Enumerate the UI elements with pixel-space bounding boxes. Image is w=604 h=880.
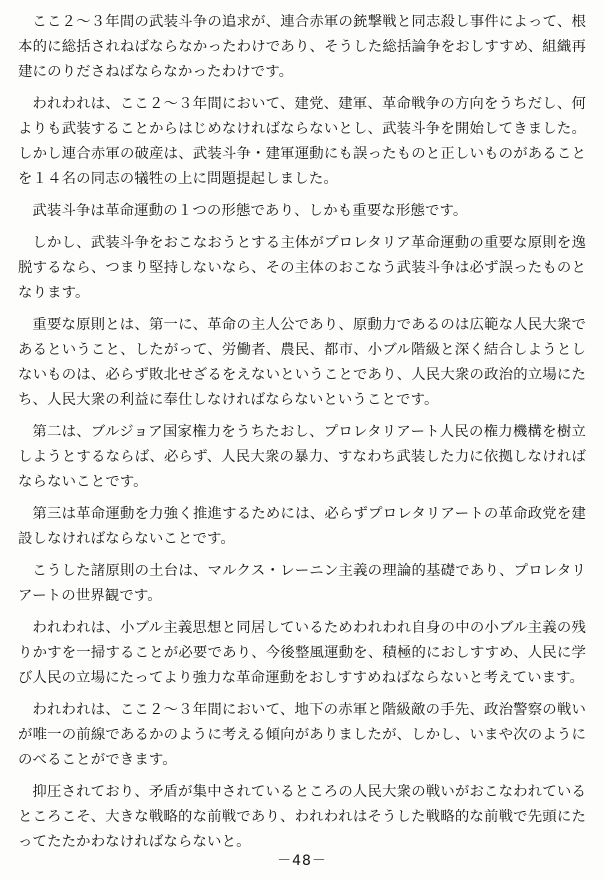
- paragraph-8: こうした諸原則の土台は、マルクス・レーニン主義の理論的基礎であり、プロレタリアートの世界観です。: [18, 563, 586, 604]
- paragraph-10: われわれは、ここ２～３年間において、地下の赤軍と階級敵の手先、政治警察の戦いが唯一の前線であるかのように考える傾向がありましたが、しかし、いまや次のようにのべることができます。: [18, 702, 586, 768]
- paragraph-3: 武装斗争は革命運動の１つの形態であり、しかも重要な形態です。: [32, 203, 468, 219]
- paragraph-6: 第二は、ブルジョア国家権力をうちたおし、プロレタリアート人民の権力機構を樹立しようとするならば、必らず、人民大衆の暴力、すなわち武装した力に依拠しなければならないことです。: [18, 424, 586, 490]
- paragraph-9: われわれは、小ブル主義思想と同居しているためわれわれ自身の中の小ブル主義の残りかすを一掃することが必要であり、今後整風運動を、積極的におしすすめ、人民に学び人民の立場にたってより強力な革命運動をおしすすめねばならないと考えています。: [18, 620, 586, 686]
- paragraph-1: ここ２～３年間の武装斗争の追求が、連合赤軍の銃撃戦と同志殺し事件によって、根本的に総括されねばならなかったわけであり、そうした総括論争をおしすすめ、組織再建にのりださねばならなかったわけです。: [18, 14, 586, 80]
- paragraph-7: 第三は革命運動を力強く推進するためには、必らずプロレタリアートの革命政党を建設しなければならないことです。: [18, 506, 586, 547]
- paragraph-11: 抑圧されており、矛盾が集中されているところの人民大衆の戦いがおこなわれているところこそ、大きな戦略的な前戦であり、われわれはそうした戦略的な前戦で先頭にたってたたかわなければならないと。: [18, 784, 586, 850]
- page-number: －48－: [277, 853, 327, 869]
- body-text: [18, 10, 586, 862]
- paragraph-2: われわれは、ここ２～３年間において、建党、建軍、革命戦争の方向をうちだし、何よりも武装することからはじめなければならないとし、武装斗争を開始してきました。しかし連合赤軍の破産は、武装斗争・建軍運動にも誤ったものと正しいものがあることを１４名の同志の犠牲の上に問題提起しました。: [18, 96, 586, 187]
- paragraph-4: しかし、武装斗争をおこなおうとする主体がプロレタリア革命運動の重要な原則を逸脱するなら、つまり堅持しないなら、その主体のおこなう武装斗争は必ず誤ったものとなります。: [18, 235, 586, 301]
- paragraph-5: 重要な原則とは、第一に、革命の主人公であり、原動力であるのは広範な人民大衆であるということ、したがって、労働者、農民、都市、小ブル階級と深く結合しようとしないものは、必らず敗北せざるをえないということであり、人民大衆の政治的立場にたち、人民大衆の利益に奉仕しなければならないということです。: [18, 317, 586, 408]
